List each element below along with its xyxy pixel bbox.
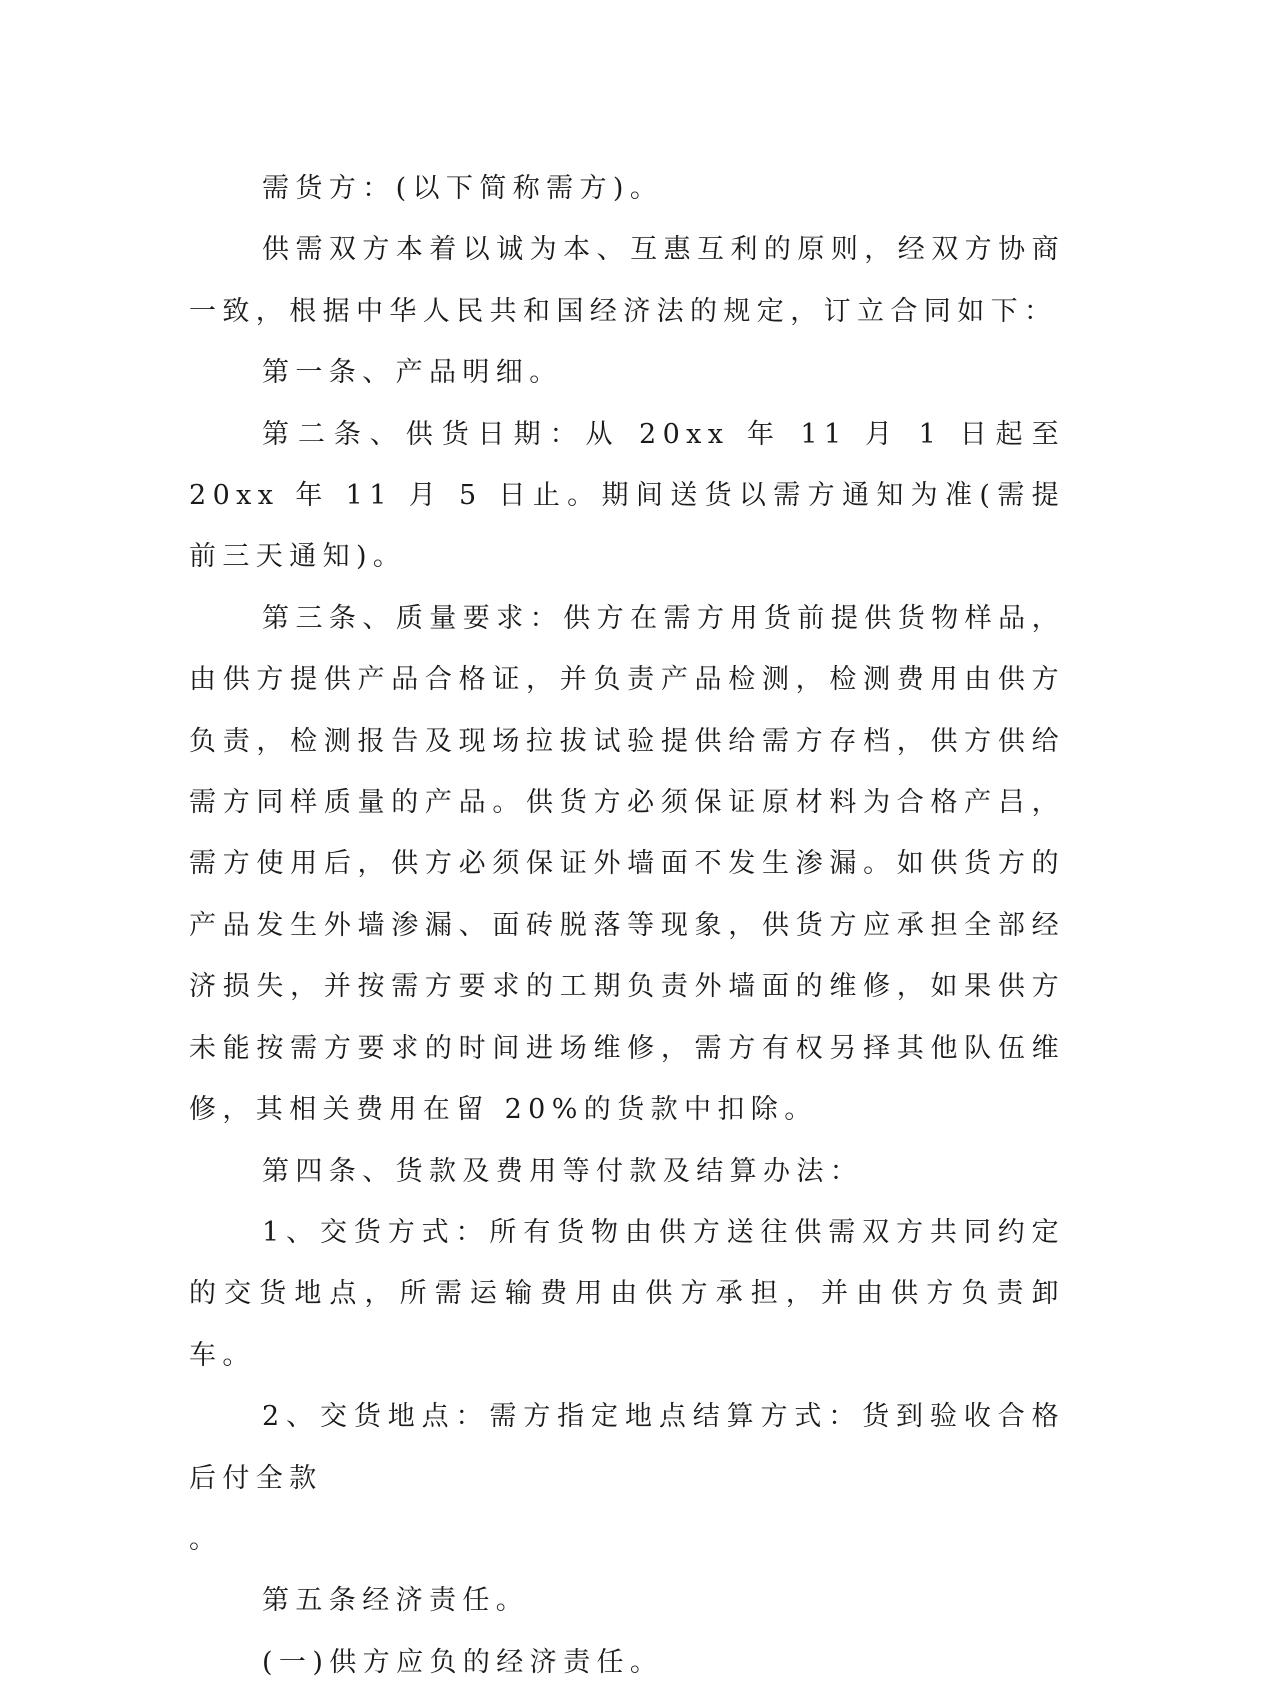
document-body [189, 158, 1065, 1693]
paragraph-article-4: 第四条、货款及费用等付款及结算办法： [262, 1155, 864, 1187]
paragraph-article-5: 第五条经济责任。 [262, 1585, 530, 1617]
paragraph-delivery-place: 2、交货地点：需方指定地点结算方式：货到验收合格后付全款 [189, 1401, 1065, 1494]
paragraph-article-1: 第一条、产品明细。 [262, 357, 563, 389]
paragraph-preamble: 供需双方本着以诚为本、互惠互利的原则，经双方协商一致，根据中华人民共和国经济法的规定，订立合同如下： [189, 234, 1065, 327]
paragraph-supplier-liability: (一)供方应负的经济责任。 [262, 1646, 664, 1678]
paragraph-delivery-method: 1、交货方式：所有货物由供方送往供需双方共同约定的交货地点，所需运输费用由供方承担，并由供方负责卸车。 [189, 1216, 1065, 1371]
paragraph-article-3: 第三条、质量要求：供方在需方用货前提供货物样品，由供方提供产品合格证，并负责产品检测，检测费用由供方负责，检测报告及现场拉拔试验提供给需方存档，供方供给需方同样质量的产品。供货方必须保证原材料为合格产吕，需方使用后，供方必须保证外墙面不发生渗漏。如供货方的产品发生外墙渗漏、面砖脱落等现象，供货方应承担全部经济损失，并按需方要求的工期负责外墙面的维修，如果供方未能按需方要求的时间进场维修，需方有权另择其他队伍维修，其相关费用在留 20%的货款中扣除。 [189, 602, 1065, 1126]
paragraph-trailing-period: 。 [189, 1523, 223, 1555]
paragraph-buyer: 需货方：(以下简称需方)。 [262, 173, 664, 204]
paragraph-article-2: 第二条、供货日期：从 20xx 年 11 月 1 日起至 20xx 年 11 月 5 日止。期间送货以需方通知为准(需提前三天通知)。 [189, 418, 1065, 573]
